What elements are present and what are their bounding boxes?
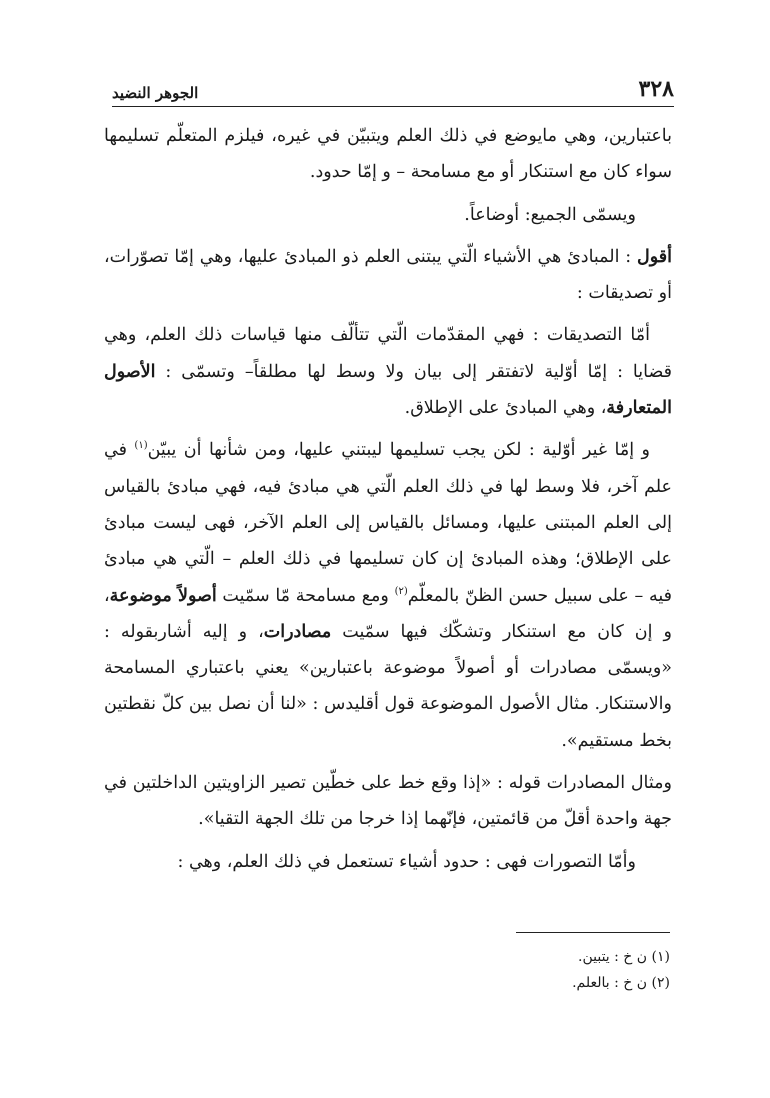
- page-header: [112, 72, 674, 107]
- paragraph-2: ويسمّى الجميع: أوضاعاً.: [464, 204, 636, 225]
- paragraph-4-text-b: ، وهي المبادئ على الإطلاق.: [404, 398, 607, 419]
- paragraph-1: باعتبارين، وهي مايوضع في ذلك العلم ويتبيّن في غيره، فيلزم المتعلّم تسليمها سواء كان مع استنكار أو مع مسامحة – و إمّا حدود.: [104, 126, 672, 183]
- footnote-divider: [516, 932, 670, 933]
- main-text: [104, 118, 672, 886]
- paragraph-5: [104, 432, 672, 759]
- lead-word: أقول: [637, 246, 672, 267]
- paragraph-5-text-b: في علم آخر، فلا وسط لها في ذلك العلم الّتي هي مبادئ فيه، فهي مبادئ بالقياس إلى العلم المبتنى عليها، ومسائل بالقياس إلى العلم الآخر، فهى ليست مبادئ على الإطلاق؛ وهذه المبادئ إن كان تسليمها في ذلك العلم – الّتي هي مبادئ فيه – على سبيل حسن الظنّ بالمعلّم: [104, 440, 672, 606]
- paragraph-5-text-a: و إمّا غير أوّلية : لكن يجب تسليمها ليبتني عليها، ومن شأنها أن يبيّن: [147, 440, 650, 461]
- footnote-ref-1: (١): [134, 440, 148, 452]
- term-musadarat: مصادرات: [263, 621, 332, 642]
- footnotes: [404, 944, 670, 996]
- paragraph-5-text-c: ومع مسامحة مّا سمّيت: [216, 585, 395, 606]
- paragraph-5-text-d: ، و إن كان مع استنكار وتشكّك فيها سمّيت: [104, 585, 673, 642]
- paragraph-4-text-a: أمّا التصديقات : فهي المقدّمات الّتي تتألّف منها قياسات ذلك العلم، وهي قضايا : إمّا أوّلية لاتفتقر إلى بيان ولا وسط لها مطلقاً– وتسمّى :: [104, 325, 672, 382]
- running-title: الجوهر النضيد: [112, 84, 199, 102]
- footnote-1: (١) ن خ : يتبين.: [578, 949, 670, 965]
- page-number: ٣٢٨: [638, 76, 674, 102]
- term-postulates: أصولاً موضوعة: [109, 585, 217, 606]
- paragraph-3-text: : المبادئ هي الأشياء الّتي يبتنى العلم ذو المبادئ عليها، وهي إمّا تصوّرات، أو تصديقات :: [104, 246, 672, 304]
- paragraph-5-text-e: ، و إليه أشاربقوله : «ويسمّى مصادرات أو أصولاً موضوعة باعتبارين» يعني باعتباري المسامحة والاستنكار. مثال الأصول الموضوعة قول أقليدس : «لنا أن نصل بين كلّ نقطتين بخط مستقيم».: [104, 621, 672, 751]
- term-axioms: الأصول المتعارفة: [104, 361, 672, 419]
- paragraph-3: [104, 239, 672, 312]
- footnote-2: (٢) ن خ : بالعلم.: [572, 975, 670, 991]
- footnote-ref-2: (٢): [394, 585, 408, 597]
- paragraph-7: وأمّا التصورات فهى : حدود أشياء تستعمل في ذلك العلم، وهي :: [177, 851, 636, 872]
- paragraph-4: [104, 317, 672, 426]
- paragraph-6: ومثال المصادرات قوله : «إذا وقع خط على خطّين تصير الزاويتين الداخلتين في جهة واحدة أقلّ من قائمتين، فإنّهما إذا خرجا من تلك الجهة التقيا».: [104, 773, 672, 830]
